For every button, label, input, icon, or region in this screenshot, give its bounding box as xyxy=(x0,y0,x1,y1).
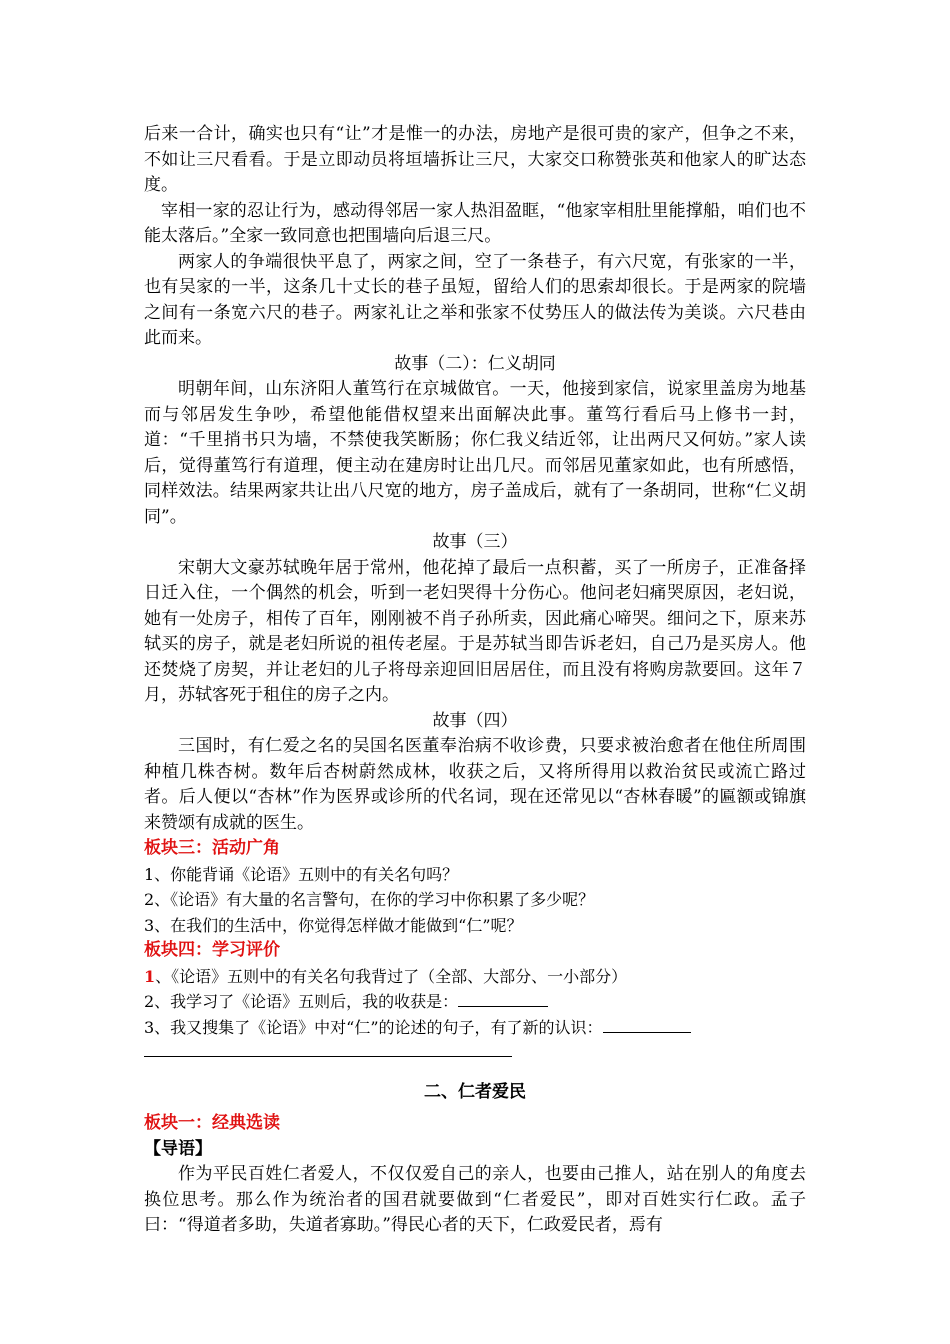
item-text: 2、我学习了《论语》五则后，我的收获是： xyxy=(144,992,459,1011)
block3-heading: 板块三：活动广角 xyxy=(144,838,280,858)
section-title: 二、仁者爱民 xyxy=(424,1082,526,1102)
answer-blank[interactable] xyxy=(603,1016,691,1033)
guide-label: 【导语】 xyxy=(144,1138,212,1159)
story-text: 明朝年间，山东济阳人董笃行在京城做官。一天，他接到家信，说家里盖房为地基而与邻居发生争吵，希望他能借权望来出面解决此事。董笃行看后马上修书一封，道：“千里捎书只为墙，不禁使我笑断肠；你仁我义结近邻，让出两尺又何妨。”家人读后，觉得董笃行有道理，便主动在建房时让出几尺。而邻居见董家如此，也有所感悟，同样效法。结果两家共让出八尺宽的地方，房子盖成后，就有了一条胡同，世称“仁义胡同”。 xyxy=(144,379,806,527)
answer-blank[interactable] xyxy=(458,990,548,1007)
paragraph: 宰相一家的忍让行为，感动得邻居一家人热泪盈眶，“他家宰相肚里能撑船，咱们也不能太落后。”全家一致同意也把围墙向后退三尺。 xyxy=(144,200,806,246)
story-text: 三国时，有仁爱之名的吴国名医董奉治病不收诊费，只要求被治愈者在他住所周围种植几株杏树。数年后杏树蔚然成林，收获之后，又将所得用以救治贫民或流亡路过者。后人便以“杏林”作为医界或诊所的代名词，现在还常见以“杏林春暖”的匾额或锦旗来赞颂有成就的医生。 xyxy=(144,736,806,833)
item-text: 、《论语》五则中的有关名句我背过了（全部、大部分、一小部分） xyxy=(155,966,628,986)
block1-heading: 板块一：经典选读 xyxy=(144,1113,280,1133)
item-number: 1 xyxy=(144,966,156,986)
story-title: 故事（四） xyxy=(432,710,518,731)
story-title: 故事（二）：仁义胡同 xyxy=(394,353,556,374)
story-text: 宋朝大文豪苏轼晚年居于常州，他花掉了最后一点积蓄，买了一所房子，正准备择日迁入住，一个偶然的机会，听到一老妇哭得十分伤心。他问老妇痛哭原因，老妇说，她有一处房子，相传了百年，刚刚被不肖子孙所卖，因此痛心啼哭。细问之下，原来苏轼买的房子，就是老妇所说的祖传老屋。于是苏轼当即告诉老妇，自己乃是买房人。他还焚烧了房契，并让老妇的儿子将母亲迎回旧居居住，而且没有将购房款要回。这年７月，苏轼客死于租住的房子之内。 xyxy=(144,557,806,705)
paragraph: 两家人的争端很快平息了，两家之间，空了一条巷子，有六尺宽，有张家的一半，也有吴家的一半，这条几十丈长的巷子虽短，留给人们的思索却很长。于是两家的院墙之间有一条宽六尺的巷子。两家礼让之举和张家不仗势压人的做法传为美谈。六尺巷由此而来。 xyxy=(144,251,806,348)
story-title: 故事（三） xyxy=(432,532,518,552)
list-item: 3、在我们的生活中，你觉得怎样做才能做到“仁”呢？ xyxy=(144,915,523,935)
list-item xyxy=(144,964,806,990)
list-item: 2、《论语》有大量的名言警句，在你的学习中你积累了多少呢？ xyxy=(144,890,595,909)
guide-text: 作为平民百姓仁者爱人，不仅仅爱自己的亲人，也要由己推人，站在别人的角度去换位思考。那么作为统治者的国君就要做到“仁者爱民”，即对百姓实行仁政。孟子曰：“得道者多助，失道者寡助。”得民心者的天下，仁政爱民者，焉有 xyxy=(144,1164,806,1235)
item-text: 3、我又搜集了《论语》中对“仁”的论述的句子，有了新的认识： xyxy=(144,1017,603,1037)
block4-heading: 板块四：学习评价 xyxy=(144,940,280,960)
list-item: 1、你能背诵《论语》五则中的有关名句吗？ xyxy=(144,864,459,884)
answer-blank-line[interactable] xyxy=(144,1040,512,1057)
list-item xyxy=(144,989,806,1015)
paragraph: 后来一合计，确实也只有“让”才是惟一的办法，房地产是很可贵的家产，但争之不来，不如让三尺看看。于是立即动员将垣墙拆让三尺，大家交口称赞张英和他家人的旷达态度。 xyxy=(144,124,806,195)
list-item xyxy=(144,1015,806,1041)
document-page xyxy=(144,122,806,1239)
